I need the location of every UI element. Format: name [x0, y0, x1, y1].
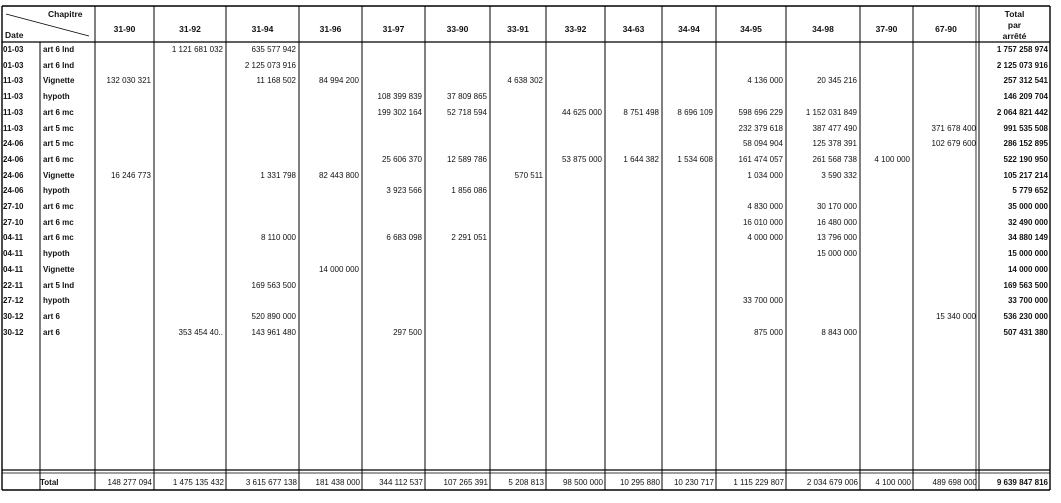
- row-label: Vignette: [43, 264, 75, 274]
- table-cell: 387 477 490: [812, 123, 857, 133]
- row-label: hypoth: [43, 186, 70, 196]
- row-date: 04-11: [3, 264, 24, 274]
- row-total: 507 431 380: [1003, 327, 1048, 337]
- chapter-header: 37-90: [875, 24, 898, 34]
- row-total: 32 490 000: [1007, 217, 1048, 227]
- row-total: 105 217 214: [1003, 170, 1048, 180]
- row-label: hypoth: [43, 296, 70, 306]
- row-date: 30-12: [3, 311, 24, 321]
- row-total: 33 700 000: [1007, 296, 1048, 306]
- table-cell: 16 246 773: [110, 170, 151, 180]
- header-chapitre: Chapitre: [48, 9, 83, 19]
- chapter-header: 31-90: [113, 24, 136, 34]
- table-cell: 199 302 164: [377, 107, 422, 117]
- total-header: arrêté: [1002, 31, 1027, 41]
- table-cell: 8 751 498: [623, 107, 659, 117]
- table-cell: 125 378 391: [812, 139, 857, 149]
- row-label: art 6 mc: [43, 154, 74, 164]
- footer-cell: 1 475 135 432: [172, 478, 224, 487]
- table-cell: 4 136 000: [747, 76, 783, 86]
- table-cell: 8 696 109: [677, 107, 713, 117]
- table-cell: 44 625 000: [561, 107, 602, 117]
- row-date: 11-03: [3, 123, 24, 133]
- row-date: 30-12: [3, 327, 24, 337]
- row-label: Vignette: [43, 170, 75, 180]
- chapter-header: 31-97: [382, 24, 405, 34]
- table-cell: 25 606 370: [381, 154, 422, 164]
- footer-cell: 107 265 391: [443, 478, 488, 487]
- footer-cell: 148 277 094: [107, 478, 152, 487]
- row-label: Vignette: [43, 76, 75, 86]
- table-cell: 14 000 000: [318, 264, 359, 274]
- table-cell: 1 644 382: [623, 154, 659, 164]
- row-total: 14 000 000: [1007, 264, 1048, 274]
- row-date: 11-03: [3, 92, 24, 102]
- total-header: Total: [1004, 9, 1025, 19]
- row-total: 257 312 541: [1003, 76, 1048, 86]
- row-label: art 6 mc: [43, 233, 74, 243]
- row-date: 27-12: [3, 296, 24, 306]
- table-cell: 12 589 786: [446, 154, 487, 164]
- chapter-header: 33-91: [507, 24, 529, 34]
- table-cell: 598 696 229: [738, 107, 783, 117]
- footer-cell: 2 034 679 006: [806, 478, 858, 487]
- row-label: art 6 mc: [43, 107, 74, 117]
- table-cell: 8 110 000: [261, 233, 296, 243]
- footer-cell: 1 115 229 807: [733, 478, 784, 487]
- table-cell: 2 125 073 916: [244, 60, 296, 70]
- table-cell: 3 923 566: [386, 186, 422, 196]
- row-label: art 6 Ind: [43, 60, 75, 70]
- table-cell: 102 679 600: [931, 139, 976, 149]
- chapter-header: 33-92: [564, 24, 587, 34]
- table-cell: 4 000 000: [747, 233, 783, 243]
- row-label: art 6: [43, 327, 60, 337]
- row-total: 991 535 508: [1003, 123, 1048, 133]
- table-cell: 16 480 000: [816, 217, 857, 227]
- row-total: 2 125 073 916: [996, 60, 1048, 70]
- table-cell: 16 010 000: [742, 217, 783, 227]
- table-cell: 15 340 000: [935, 311, 976, 321]
- row-date: 24-06: [3, 154, 24, 164]
- footer-cell: 5 208 813: [508, 478, 544, 487]
- table-cell: 37 809 865: [446, 92, 487, 102]
- table-cell: 1 034 000: [747, 170, 783, 180]
- table-cell: 297 500: [393, 327, 422, 337]
- row-label: art 5 mc: [43, 123, 74, 133]
- chapter-header: 31-96: [319, 24, 342, 34]
- table-cell: 33 700 000: [742, 296, 783, 306]
- grand-total: 9 639 847 816: [996, 478, 1048, 487]
- row-date: 11-03: [3, 76, 24, 86]
- chapter-header: 33-90: [446, 24, 469, 34]
- table-cell: 1 856 086: [451, 186, 487, 196]
- row-total: 536 230 000: [1003, 311, 1048, 321]
- chapter-header: 67-90: [935, 24, 957, 34]
- row-date: 04-11: [3, 233, 24, 243]
- footer-cell: 3 615 677 138: [245, 478, 297, 487]
- table-cell: 8 843 000: [821, 327, 857, 337]
- table-cell: 13 796 000: [816, 233, 857, 243]
- footer-cell: 4 100 000: [875, 478, 911, 487]
- table-cell: 4 638 302: [507, 76, 543, 86]
- table-cell: 1 331 798: [260, 170, 296, 180]
- row-label: art 5 Ind: [43, 280, 75, 290]
- chapter-header: 34-95: [740, 24, 762, 34]
- total-header: par: [1007, 20, 1022, 30]
- table-cell: 169 563 500: [251, 280, 296, 290]
- table-cell: 52 718 594: [446, 107, 487, 117]
- table-cell: 15 000 000: [816, 249, 857, 259]
- row-date: 24-06: [3, 170, 24, 180]
- footer-cell: 98 500 000: [562, 478, 603, 487]
- table-cell: 6 683 098: [386, 233, 422, 243]
- table-cell: 1 121 681 032: [171, 45, 223, 54]
- row-label: art 6 Ind: [43, 45, 75, 54]
- table-cell: 4 100 000: [874, 154, 910, 164]
- row-date: 22-11: [3, 280, 24, 290]
- row-label: art 6 mc: [43, 217, 74, 227]
- row-total: 35 000 000: [1007, 202, 1048, 211]
- row-label: art 6 mc: [43, 202, 74, 211]
- row-total: 5 779 652: [1012, 186, 1048, 196]
- table-cell: 4 830 000: [747, 202, 783, 211]
- row-label: hypoth: [43, 92, 70, 102]
- row-date: 24-06: [3, 186, 24, 196]
- table-cell: 2 291 051: [451, 233, 487, 243]
- table-cell: 261 568 738: [812, 154, 857, 164]
- table-cell: 143 961 480: [251, 327, 296, 337]
- table-cell: 161 474 057: [738, 154, 783, 164]
- row-total: 522 190 950: [1003, 154, 1048, 164]
- footer-cell: 10 295 880: [619, 478, 660, 487]
- table-cell: 232 379 618: [738, 123, 783, 133]
- chapter-header: 34-98: [812, 24, 834, 34]
- table-cell: 132 030 321: [106, 76, 151, 86]
- table-cell: 520 890 000: [251, 311, 296, 321]
- row-total: 2 064 821 442: [996, 107, 1048, 117]
- table-cell: 11 168 502: [256, 76, 296, 86]
- chapter-header: 31-94: [251, 24, 274, 34]
- chapter-header: 31-92: [179, 24, 201, 34]
- row-total: 34 880 149: [1007, 233, 1048, 243]
- row-total: 1 757 258 974: [996, 45, 1048, 54]
- row-label: hypoth: [43, 249, 70, 259]
- row-date: 04-11: [3, 249, 24, 259]
- row-date: 27-10: [3, 217, 24, 227]
- footer-cell: 344 112 537: [379, 478, 423, 487]
- row-total: 146 209 704: [1003, 92, 1048, 102]
- row-date: 01-03: [3, 45, 24, 54]
- table-cell: 371 678 400: [931, 123, 976, 133]
- footer-cell: 489 698 000: [932, 478, 977, 487]
- table-cell: 30 170 000: [816, 202, 857, 211]
- table-cell: 353 454 40..: [178, 327, 223, 337]
- table-cell: 84 994 200: [318, 76, 359, 86]
- table-cell: 108 399 839: [377, 92, 422, 102]
- footer-cell: 10 230 717: [673, 478, 714, 487]
- table-cell: 3 590 332: [821, 170, 857, 180]
- header-date: Date: [5, 30, 24, 40]
- row-total: 169 563 500: [1003, 280, 1048, 290]
- table-cell: 82 443 800: [318, 170, 359, 180]
- chapter-header: 34-94: [678, 24, 700, 34]
- footer-label: Total: [40, 478, 59, 487]
- row-label: art 5 mc: [43, 139, 74, 149]
- table-cell: 53 875 000: [561, 154, 602, 164]
- row-total: 286 152 895: [1003, 139, 1048, 149]
- table-cell: 58 094 904: [742, 139, 783, 149]
- row-date: 11-03: [3, 107, 24, 117]
- row-date: 24-06: [3, 139, 24, 149]
- row-date: 01-03: [3, 60, 24, 70]
- footer-cell: 181 438 000: [315, 478, 360, 487]
- row-total: 15 000 000: [1007, 249, 1048, 259]
- row-label: art 6: [43, 311, 60, 321]
- chapter-header: 34-63: [622, 24, 645, 34]
- table-cell: 1 152 031 849: [805, 107, 857, 117]
- table-cell: 875 000: [754, 327, 783, 337]
- table-cell: 1 534 608: [677, 154, 713, 164]
- row-date: 27-10: [3, 202, 24, 211]
- table-cell: 570 511: [514, 170, 543, 180]
- table-cell: 635 577 942: [251, 45, 296, 54]
- table-cell: 20 345 216: [816, 76, 857, 86]
